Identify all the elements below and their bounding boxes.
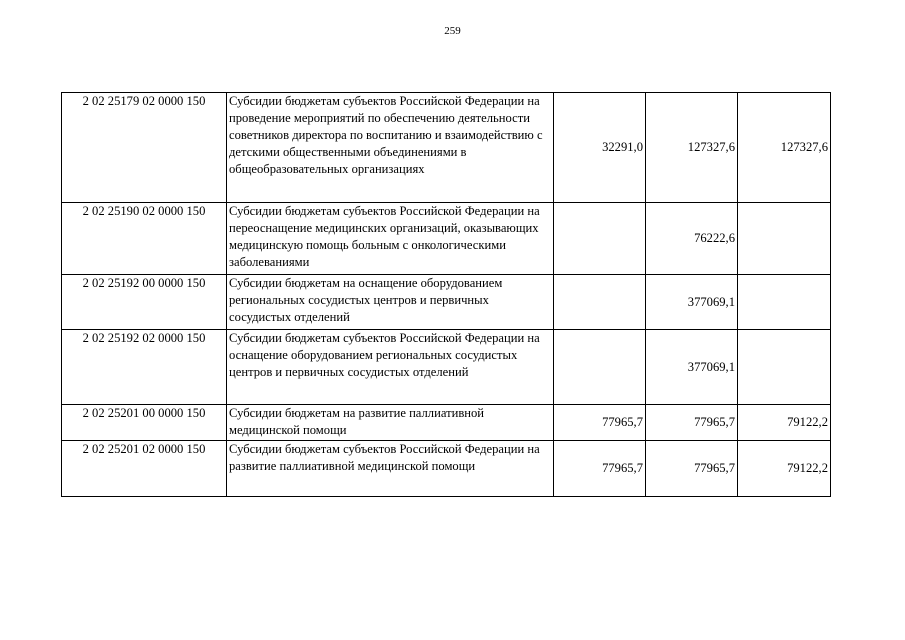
amount-cell-1: 77965,7 — [554, 441, 646, 497]
budget-code-cell: 2 02 25179 02 0000 150 — [62, 93, 227, 203]
amount-cell-2: 77965,7 — [646, 405, 738, 441]
budget-code-cell: 2 02 25190 02 0000 150 — [62, 203, 227, 275]
budget-code-cell: 2 02 25192 00 0000 150 — [62, 275, 227, 330]
amount-cell-3 — [738, 330, 831, 405]
page-number: 259 — [444, 25, 461, 37]
amount-cell-1 — [554, 203, 646, 275]
amount-cell-1 — [554, 275, 646, 330]
amount-cell-2: 77965,7 — [646, 441, 738, 497]
amount-cell-1: 32291,0 — [554, 93, 646, 203]
amount-cell-3 — [738, 275, 831, 330]
amount-cell-3: 79122,2 — [738, 441, 831, 497]
description-cell: Субсидии бюджетам на развитие паллиативной медицинской помощи — [227, 405, 554, 441]
table-row — [62, 405, 831, 441]
description-cell: Субсидии бюджетам субъектов Российской Федерации на оснащение оборудованием региональных сосудистых центров и первичных сосудистых отделений — [227, 330, 554, 405]
amount-cell-2: 76222,6 — [646, 203, 738, 275]
description-cell: Субсидии бюджетам субъектов Российской Федерации на развитие паллиативной медицинской помощи — [227, 441, 554, 497]
amount-cell-3: 79122,2 — [738, 405, 831, 441]
budget-code-cell: 2 02 25192 02 0000 150 — [62, 330, 227, 405]
description-cell: Субсидии бюджетам субъектов Российской Федерации на переоснащение медицинских организаций, оказывающих медицинскую помощь больным с онкологическими заболеваниями — [227, 203, 554, 275]
amount-cell-2: 127327,6 — [646, 93, 738, 203]
amount-cell-2: 377069,1 — [646, 275, 738, 330]
amount-cell-1 — [554, 330, 646, 405]
amount-cell-3 — [738, 203, 831, 275]
budget-code-cell: 2 02 25201 00 0000 150 — [62, 405, 227, 441]
table-row — [62, 330, 831, 405]
description-cell: Субсидии бюджетам на оснащение оборудованием региональных сосудистых центров и первичных сосудистых отделений — [227, 275, 554, 330]
budget-code-cell: 2 02 25201 02 0000 150 — [62, 441, 227, 497]
budget-table — [61, 92, 831, 497]
table-row — [62, 203, 831, 275]
table-row — [62, 275, 831, 330]
table-row — [62, 93, 831, 203]
table-row — [62, 441, 831, 497]
amount-cell-1: 77965,7 — [554, 405, 646, 441]
description-cell: Субсидии бюджетам субъектов Российской Федерации на проведение мероприятий по обеспечению деятельности советников директора по воспитанию и взаимодействию с детскими общественными объединениями в общеобразовательных организациях — [227, 93, 554, 203]
amount-cell-3: 127327,6 — [738, 93, 831, 203]
amount-cell-2: 377069,1 — [646, 330, 738, 405]
